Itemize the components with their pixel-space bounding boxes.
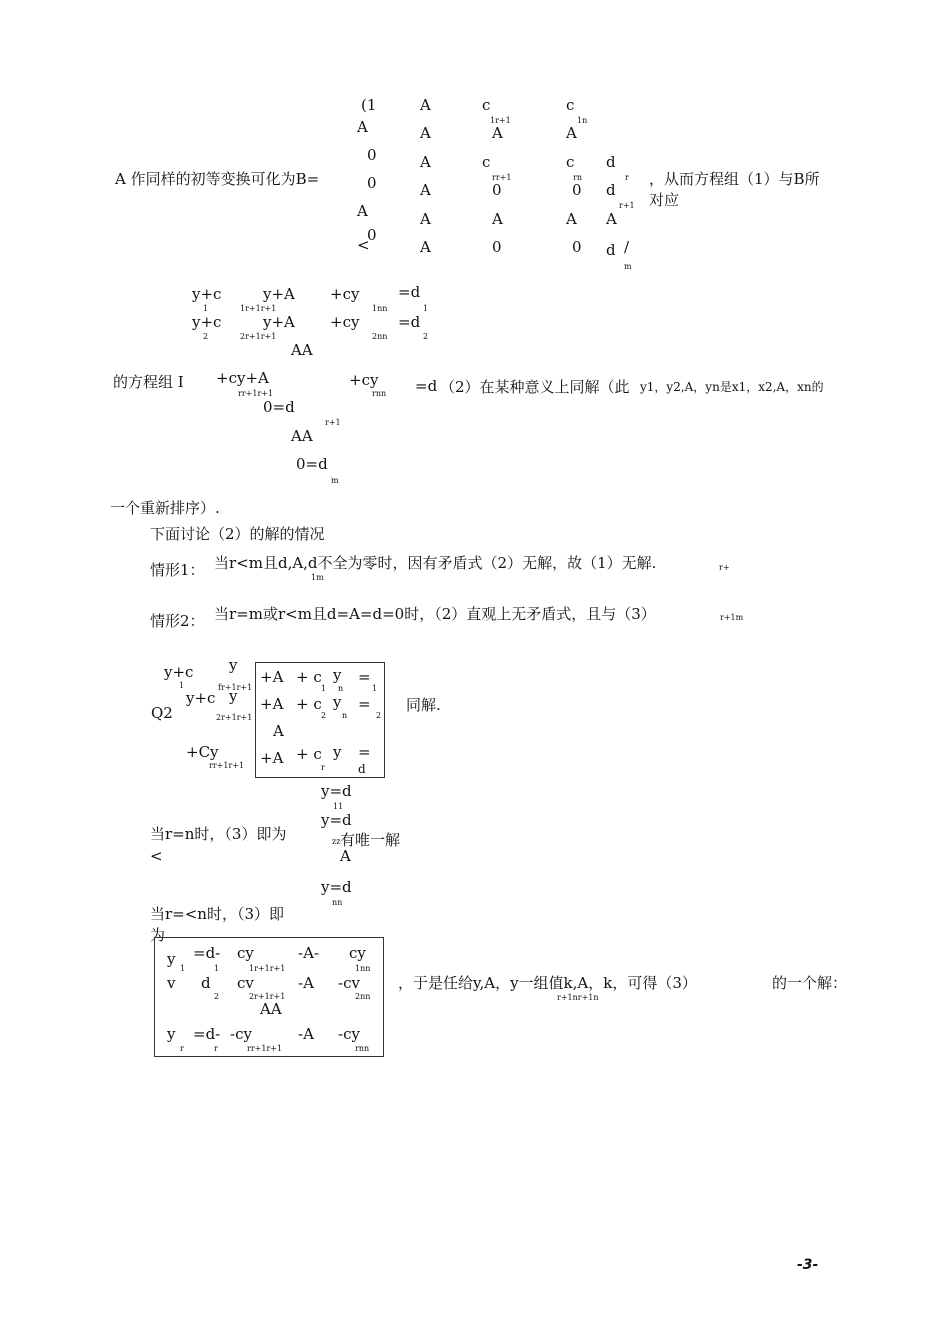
matrix-sub: rn	[573, 173, 582, 182]
eq-sub: 1nn	[372, 304, 388, 313]
eq-sub: 11	[333, 802, 344, 811]
eq-term: -A	[298, 1025, 314, 1043]
matrix-cell: A	[420, 238, 431, 256]
eq-term: cy	[349, 944, 366, 962]
eq-sub: r	[180, 1044, 184, 1053]
eq-term: y	[167, 950, 176, 968]
eq-term: + c	[296, 745, 322, 763]
eq-ellipsis: A	[273, 722, 284, 740]
eq-term: y+c	[192, 285, 222, 303]
eq-term: y	[229, 687, 238, 705]
matrix-sub: 1n	[577, 116, 588, 125]
eq-term: -A	[298, 974, 314, 992]
matrix-cell: d	[606, 241, 616, 259]
eq-sub: zz	[332, 837, 341, 846]
eq-sub: r+1	[325, 418, 341, 427]
eq-sub: 2nn	[372, 332, 388, 341]
eq-term: =d-	[193, 944, 221, 962]
eq-sub: rr+1r+1	[247, 1044, 283, 1053]
eq-term: +cy	[349, 371, 379, 389]
matrix-cell: 0	[492, 181, 502, 199]
eq-sub: n	[338, 684, 344, 693]
eq-sub: 1r+1r+1	[240, 304, 277, 313]
eq-sub: 1nn	[355, 964, 371, 973]
general-label: 为	[150, 926, 166, 944]
case1-sub: 1m	[311, 573, 324, 582]
matrix-prefix: A 作同样的初等变换可化为B=	[115, 170, 320, 188]
matrix-cell: 0	[367, 174, 377, 192]
matrix-suffix: 对应	[649, 191, 680, 209]
matrix-sub: r	[625, 173, 629, 182]
eq-sub: rr+1r+1	[209, 761, 245, 770]
eq-term: y	[333, 666, 342, 684]
eq-sub: 2	[423, 332, 429, 341]
matrix-cell: A	[566, 124, 577, 142]
eq-term: y+c	[192, 313, 222, 331]
eq-term: cy	[237, 944, 254, 962]
eq-sub: 1	[423, 304, 429, 313]
eq-term: 0=d	[296, 455, 328, 473]
matrix-cell: 0	[572, 238, 582, 256]
eq-term: =	[358, 668, 371, 686]
eq-term: y=d	[321, 811, 352, 829]
eq-term: y=d	[321, 878, 352, 896]
eq-term: y=d	[321, 782, 352, 800]
eq-term: +A	[260, 749, 284, 767]
eq-sub: 1	[180, 964, 186, 973]
matrix-sub: 1r+1	[490, 116, 511, 125]
eq-term: +A	[260, 668, 284, 686]
matrix-cell: 0	[367, 226, 377, 244]
general-note: ，于是任给y,A，y一组值k,A，k，可得（3）	[398, 974, 697, 992]
eq-term: y+A	[263, 313, 295, 331]
matrix-cell: 0	[367, 146, 377, 164]
eq-sub: 1r+1r+1	[249, 964, 286, 973]
matrix-cell: A	[420, 210, 431, 228]
eq-sub: 2r+1r+1	[249, 992, 286, 1001]
eq-term: d	[358, 762, 366, 776]
case1-text: 当r<m且d,A,d不全为零时，因有矛盾式（2）无解，故（1）无解.	[214, 554, 657, 572]
eq-sub: n	[342, 711, 348, 720]
general-note: 的一个解：	[772, 974, 848, 992]
system-note: 同解.	[406, 696, 441, 714]
eq-term: +A	[260, 695, 284, 713]
matrix-sub: r+1	[619, 201, 635, 210]
matrix-cell: A	[492, 210, 503, 228]
eq-term: =d-	[193, 1025, 221, 1043]
eq-sub: 1	[372, 684, 378, 693]
eq-sub: rr+1r+1	[238, 389, 274, 398]
matrix-cell: c	[566, 153, 575, 171]
eq-sub: 2	[321, 711, 327, 720]
eq-term: y	[229, 656, 238, 674]
case2-sub: r+1m	[720, 613, 744, 622]
matrix-sub: rr+1	[492, 173, 512, 182]
system-note: （2）在某种意义上同解（此	[440, 378, 630, 396]
eq-term: =d	[398, 313, 421, 331]
eq-sub: rnn	[355, 1044, 370, 1053]
eq-sub: m	[331, 476, 339, 485]
eq-ellipsis: AA	[291, 427, 313, 445]
eq-term: +cy	[330, 313, 360, 331]
eq-term: y+c	[164, 663, 194, 681]
eq-sub: 2	[214, 992, 220, 1001]
eq-sub: rnn	[372, 389, 387, 398]
eq-sub: r	[214, 1044, 218, 1053]
eq-ellipsis: A	[340, 847, 351, 865]
matrix-cell: (1	[361, 96, 377, 114]
eq-term: cv	[237, 974, 254, 992]
eq-term: +cy+A	[216, 369, 269, 387]
matrix-cell: c	[566, 96, 575, 114]
eq-sub: 1	[321, 684, 327, 693]
matrix-cell: A	[606, 210, 617, 228]
general-label: 当r=<n时，（3）即	[150, 905, 285, 923]
matrix-cell: d	[606, 153, 616, 171]
matrix-cell: 0	[492, 238, 502, 256]
matrix-cell: 0	[572, 181, 582, 199]
eq-term: + c	[296, 668, 322, 686]
unique-note: 有唯一解	[340, 831, 401, 849]
matrix-suffix: ，从而方程组（1）与B所	[649, 170, 820, 188]
matrix-cell: c	[482, 96, 491, 114]
matrix-cell: <	[357, 236, 370, 254]
matrix-cell: A	[420, 96, 431, 114]
eq-term: y+c	[186, 689, 216, 707]
case1-sub: r+	[719, 563, 730, 572]
eq-term: v	[167, 974, 176, 992]
eq-sub: 1	[179, 681, 185, 690]
unique-label: 当r=n时，（3）即为	[150, 825, 287, 843]
system-note-end: 一个重新排序）.	[110, 499, 220, 517]
eq-term: -A-	[298, 944, 319, 962]
eq-term: -cy	[230, 1025, 252, 1043]
eq-sub: 2nn	[355, 992, 371, 1001]
matrix-bracket: /	[624, 238, 630, 256]
eq-ellipsis: AA	[260, 1000, 282, 1018]
system-note: y1，y2,A，yn是x1，x2,A，xn的	[640, 380, 824, 394]
case1-label: 情形1：	[150, 561, 205, 579]
eq-ellipsis: AA	[291, 341, 313, 359]
eq-sub: r	[321, 763, 325, 772]
case2-text: 当r=m或r<m且d=A=d=0时，（2）直观上无矛盾式，且与（3）	[214, 605, 656, 623]
matrix-cell: c	[482, 153, 491, 171]
eq-sub: 1	[203, 304, 209, 313]
eq-sub: fr+1r+1	[218, 683, 253, 692]
eq-term: +cy	[330, 285, 360, 303]
eq-term: 0=d	[263, 398, 295, 416]
case2-label: 情形2：	[150, 612, 205, 630]
page-number: -3-	[797, 1257, 819, 1273]
eq-term: -cv	[338, 974, 360, 992]
matrix-cell: d	[606, 181, 616, 199]
eq-sub: 2	[376, 711, 382, 720]
q-label: Q2	[151, 704, 173, 722]
matrix-cell: A	[492, 124, 503, 142]
eq-term: y	[333, 743, 342, 761]
eq-term: =d	[415, 377, 438, 395]
eq-term: + c	[296, 695, 322, 713]
general-sub: r+1nr+1n	[557, 993, 599, 1002]
eq-term: y	[333, 693, 342, 711]
discussion-heading: 下面讨论（2）的解的情况	[150, 525, 325, 543]
eq-term: =	[358, 743, 371, 761]
matrix-cell: A	[420, 181, 431, 199]
unique-bracket: <	[150, 847, 163, 865]
matrix-cell: A	[420, 124, 431, 142]
eq-term: -cy	[338, 1025, 360, 1043]
matrix-sub: m	[624, 262, 632, 271]
eq-sub: 1	[214, 964, 220, 973]
matrix-cell: A	[566, 210, 577, 228]
eq-sub: 2	[203, 332, 209, 341]
eq-sub: 2r+1r+1	[240, 332, 277, 341]
eq-term: =	[358, 695, 371, 713]
eq-sub: nn	[332, 898, 343, 907]
matrix-cell: A	[357, 202, 368, 220]
matrix-cell: A	[420, 153, 431, 171]
eq-term: y+A	[263, 285, 295, 303]
eq-sub: 2r+1r+1	[216, 713, 253, 722]
eq-term: +Cy	[186, 743, 219, 761]
eq-term: y	[167, 1025, 176, 1043]
matrix-cell: A	[357, 118, 368, 136]
system-label: 的方程组 I	[113, 373, 184, 391]
eq-term: =d	[398, 283, 421, 301]
eq-term: d	[201, 974, 211, 992]
